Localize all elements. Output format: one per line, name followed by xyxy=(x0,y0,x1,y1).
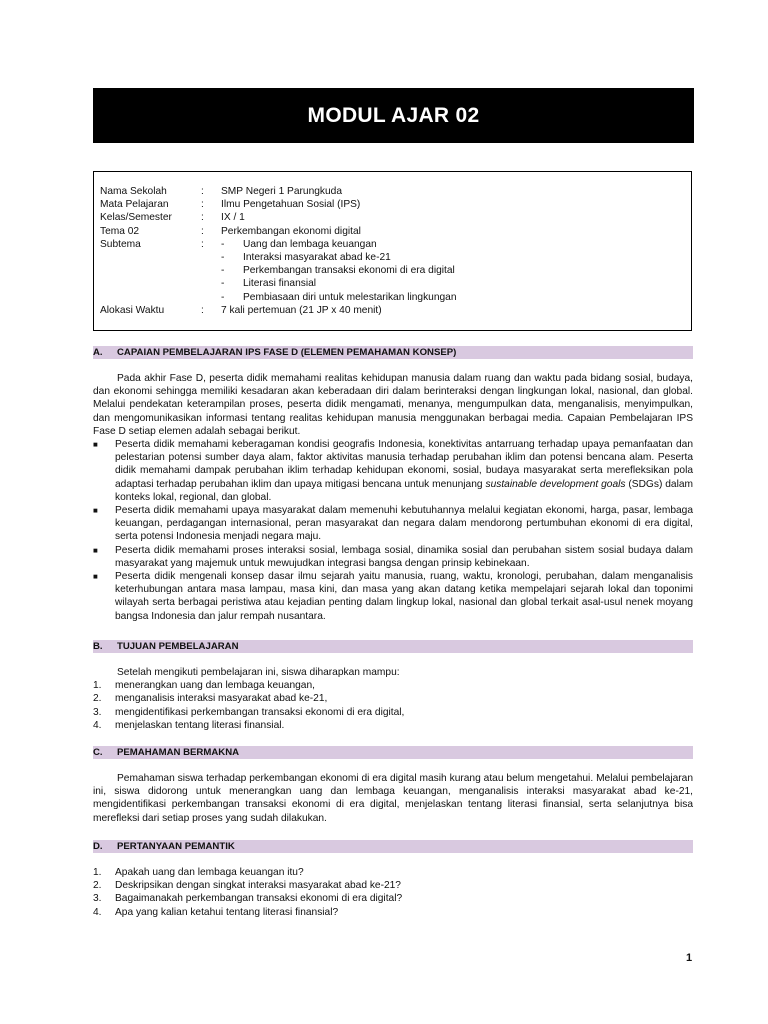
section-c xyxy=(93,746,693,825)
subtheme-dash: - xyxy=(221,278,225,290)
list-item xyxy=(93,866,693,879)
identity-key: Nama Sekolah xyxy=(100,186,167,197)
subtheme-dash: - xyxy=(221,291,225,303)
identity-row-school xyxy=(94,185,691,198)
item-text: menjelaskan tentang literasi finansial. xyxy=(115,719,285,731)
list-item xyxy=(93,692,693,705)
item-number: 2. xyxy=(93,880,102,892)
identity-colon: : xyxy=(201,186,204,197)
bullet-text: Peserta didik memahami proses interaksi sosial, lembaga sosial, dinamika sosial dan perubahan sistem sosial budaya dalam masyarakat yang majemuk untuk mewujudkan integrasi bangsa dengan prinsip kebinekaan. xyxy=(115,544,693,569)
section-title: PERTANYAAN PEMANTIK xyxy=(117,841,235,852)
section-heading xyxy=(93,346,693,359)
subtheme-row xyxy=(94,264,691,277)
subtheme-item: Interaksi masyarakat abad ke-21 xyxy=(243,251,391,263)
identity-colon: : xyxy=(201,304,204,316)
section-d xyxy=(93,840,693,919)
subtheme-item: Perkembangan transaksi ekonomi di era digital xyxy=(243,265,455,277)
identity-key: Kelas/Semester xyxy=(100,212,172,224)
item-number: 4. xyxy=(93,906,102,918)
list-item xyxy=(93,504,693,544)
item-number: 3. xyxy=(93,706,102,718)
bullet-text: (SDGs) dalam konteks lokal, regional, dan global. xyxy=(115,478,693,503)
subtheme-dash: - xyxy=(221,265,225,277)
list-item xyxy=(93,879,693,892)
identity-value: 7 kali pertemuan (21 JP x 40 menit) xyxy=(221,304,382,316)
subtheme-dash: - xyxy=(221,251,225,263)
bullet-text: Peserta didik memahami upaya masyarakat dalam memenuhi kebutuhannya melalui kegiatan ekonomi, harga, pasar, lembaga keuangan, perdagangan internasional, peran masyarakat dan negara dalam mendorong pertumbuhan ekonomi di era digital, serta potensi Indonesia menjadi negara maju. xyxy=(115,505,693,543)
identity-key: Mata Pelajaran xyxy=(100,199,169,211)
identity-colon: : xyxy=(201,199,204,211)
section-b xyxy=(93,640,693,732)
identity-row-theme xyxy=(94,225,691,238)
bullet-icon: ■ xyxy=(93,506,98,516)
section-letter: D. xyxy=(93,841,103,852)
section-letter: B. xyxy=(93,641,103,652)
item-number: 4. xyxy=(93,719,102,731)
item-number: 2. xyxy=(93,693,102,705)
identity-key: Alokasi Waktu xyxy=(100,304,165,316)
list-item xyxy=(93,438,693,504)
bullet-icon: ■ xyxy=(93,440,98,450)
item-text: mengidentifikasi perkembangan transaksi ekonomi di era digital, xyxy=(115,706,405,718)
item-text: Deskripsikan dengan singkat interaksi masyarakat abad ke-21? xyxy=(115,880,401,892)
identity-value: Perkembangan ekonomi digital xyxy=(221,225,361,237)
item-number: 1. xyxy=(93,867,102,878)
section-intro: Setelah mengikuti pembelajaran ini, siswa diharapkan mampu: xyxy=(117,667,400,678)
subtheme-item: Literasi finansial xyxy=(243,278,317,290)
identity-colon: : xyxy=(201,212,204,224)
list-item xyxy=(93,570,693,623)
identity-value: Ilmu Pengetahuan Sosial (IPS) xyxy=(221,199,361,211)
subtheme-row xyxy=(94,291,691,304)
item-text: menerangkan uang dan lembaga keuangan, xyxy=(115,680,315,692)
identity-key: Subtema xyxy=(100,238,141,250)
identity-row-class xyxy=(94,211,691,224)
subtheme-item: Pembiasaan diri untuk melestarikan lingkungan xyxy=(243,291,457,303)
section-title: TUJUAN PEMBELAJARAN xyxy=(117,641,239,652)
bullet-icon: ■ xyxy=(93,545,98,555)
item-number: 3. xyxy=(93,893,102,905)
section-text: Pemahaman siswa terhadap perkembangan ekonomi di era digital masih kurang atau belum mengetahui. Melalui pembelajaran ini, siswa didorong untuk menerangkan uang dan lembaga keuangan, menganalisis interaksi masyarakat abad ke-21, mengidentifikasi perkembangan transaksi ekonomi di era digital, menjelaskan tentang literasi finansial, serta selanjutnya bisa merefleksi dari setiap proses yang sudah dilakukan. xyxy=(93,773,693,824)
item-number: 1. xyxy=(93,680,102,692)
bullet-text: Peserta didik memahami keberagaman kondisi geografis Indonesia, konektivitas antarruang terhadap upaya pemanfaatan dan pelestarian potensi sumber daya alam, faktor aktivitas manusia terhadap perubahan iklim dan potensi bencana alam. Peserta didik memahami dampak perubahan iklim terhadap kehidupan ekonomi, sosial, budaya masyarakat serta merefleksikan pola adaptasi terhadap perubahan iklim dan upaya mitigasi bencana untuk menunjang xyxy=(115,439,693,490)
list-item xyxy=(93,706,693,719)
page-number: 1 xyxy=(686,952,693,964)
item-text: menganalisis interaksi masyarakat abad ke-21, xyxy=(115,693,328,705)
section-intro: Pada akhir Fase D, peserta didik memahami realitas kehidupan manusia dalam ruang dan waktu pada bidang sosial, budaya, dan ekonomi sehingga memiliki kesadaran akan keberadaan diri dalam berinteraksi dengan lingkungan lokal, nasional, dan global. Melalui pendekatan keterampilan proses, peserta didik mengamati, menanya, mengumpulkan data, menganalisis, menyimpulkan, dan mengomunikasikan informasi tentang realitas kehidupan manusia menggunakan berbagai media. Capaian Pembelajaran IPS Fase D setiap elemen adalah sebagai berikut. xyxy=(93,373,693,437)
item-text: Apakah uang dan lembaga keuangan itu? xyxy=(115,867,304,878)
section-title: PEMAHAMAN BERMAKNA xyxy=(117,747,240,758)
identity-box xyxy=(93,171,692,331)
section-heading xyxy=(93,746,693,759)
section-letter: C. xyxy=(93,747,103,758)
identity-value: SMP Negeri 1 Parungkuda xyxy=(221,186,343,197)
list-item xyxy=(93,892,693,905)
bullet-emphasis: sustainable development goals xyxy=(485,478,626,490)
identity-key: Tema 02 xyxy=(100,225,140,237)
bullet-icon: ■ xyxy=(93,572,98,582)
section-heading xyxy=(93,640,693,653)
section-a xyxy=(93,346,693,623)
section-heading xyxy=(93,840,693,853)
subtheme-row xyxy=(94,277,691,290)
item-text: Bagaimanakah perkembangan transaksi ekonomi di era digital? xyxy=(115,893,403,905)
item-text: Apa yang kalian ketahui tentang literasi finansial? xyxy=(115,906,339,918)
list-item xyxy=(93,544,693,570)
list-item xyxy=(93,906,693,919)
subtheme-item: Uang dan lembaga keuangan xyxy=(243,238,377,250)
identity-value: IX / 1 xyxy=(221,212,245,224)
document-title: MODUL AJAR 02 xyxy=(93,88,694,143)
identity-row-subtheme xyxy=(94,238,691,251)
identity-colon: : xyxy=(201,238,204,250)
bullet-text: Peserta didik mengenali konsep dasar ilmu sejarah yaitu manusia, ruang, waktu, kronologi, perubahan, dalam menganalisis keterhubungan antara masa lampau, masa kini, dan masa yang akan datang ketika mempelajari sejarah lokal dan toponimi wilayah serta berbagai peristiwa atau kejadian penting dalam lingkup lokal, nasional dan global terkait asal-usul nenek moyang bangsa Indonesia dan jalur rempah nusantara. xyxy=(115,571,693,622)
identity-row-time xyxy=(94,304,691,317)
subtheme-dash: - xyxy=(221,238,225,250)
list-item xyxy=(93,679,693,692)
section-letter: A. xyxy=(93,347,103,358)
subtheme-row xyxy=(94,251,691,264)
identity-row-subject xyxy=(94,198,691,211)
identity-colon: : xyxy=(201,225,204,237)
list-item xyxy=(93,719,693,732)
section-title: CAPAIAN PEMBELAJARAN IPS FASE D (ELEMEN PEMAHAMAN KONSEP) xyxy=(117,347,457,358)
